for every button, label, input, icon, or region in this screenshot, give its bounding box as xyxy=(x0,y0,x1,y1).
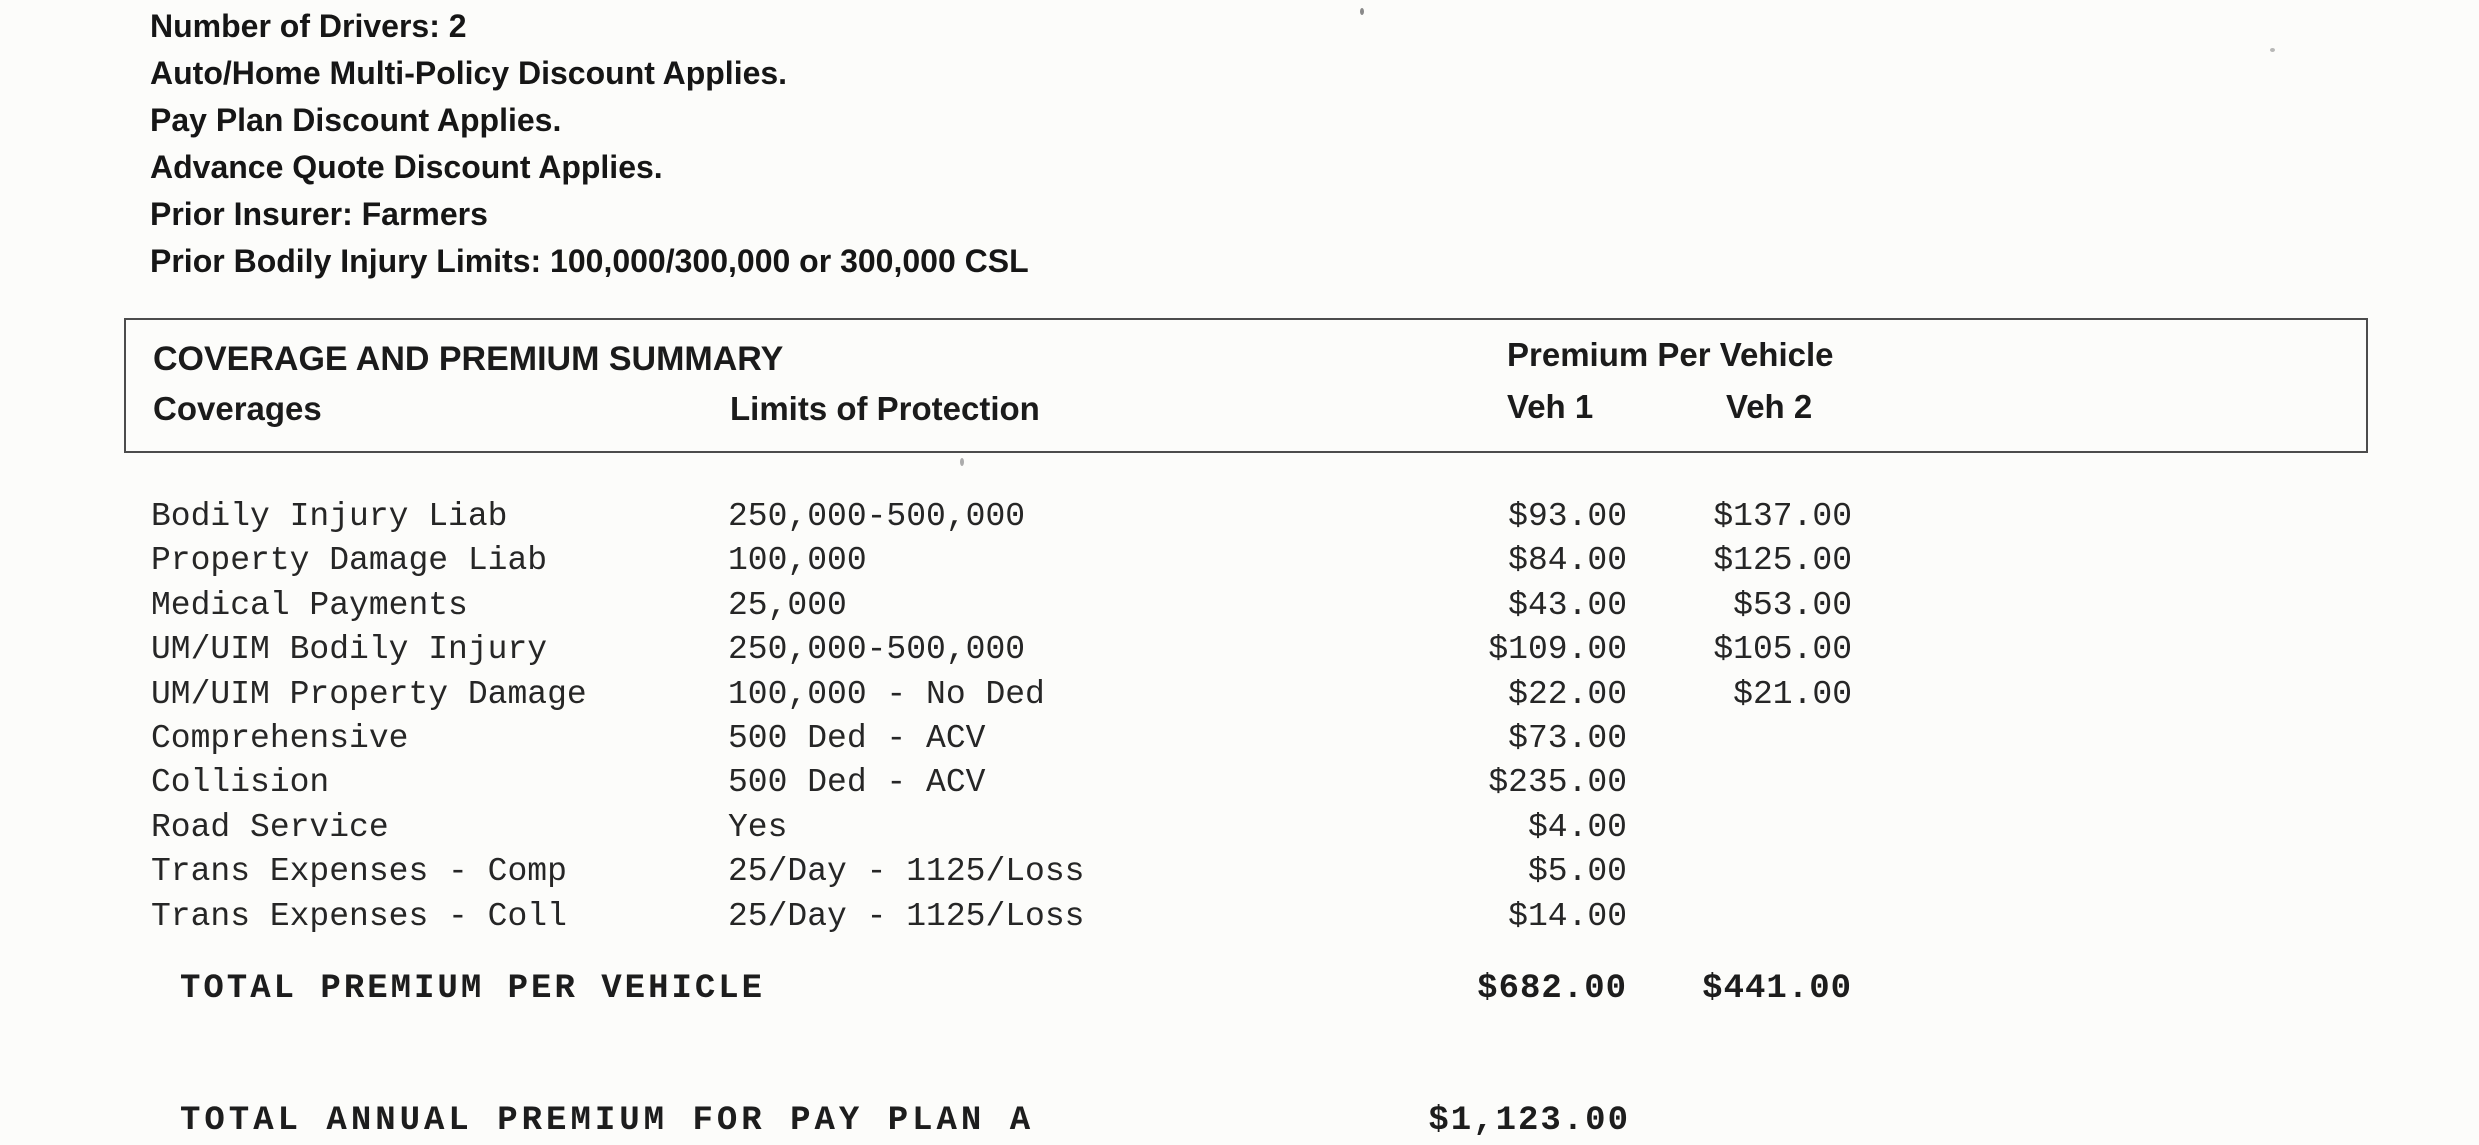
prior-insurer-line: Prior Insurer: Farmers xyxy=(150,196,488,232)
coverage-premium-veh1: $235.00 xyxy=(1488,764,1627,802)
number-of-drivers-line: Number of Drivers: 2 xyxy=(150,8,467,44)
coverage-limits: 500 Ded - ACV xyxy=(728,719,986,757)
coverage-summary-box xyxy=(124,318,2368,453)
column-header-veh1: Veh 1 xyxy=(1507,388,1594,425)
total-premium-label: TOTAL PREMIUM PER VEHICLE xyxy=(180,970,766,1008)
coverage-row xyxy=(0,495,2479,539)
coverage-row xyxy=(0,850,2479,894)
coverage-limits: Yes xyxy=(728,808,788,846)
multi-policy-discount-line: Auto/Home Multi-Policy Discount Applies. xyxy=(150,55,788,91)
coverage-row xyxy=(0,806,2479,850)
coverage-name: Medical Payments xyxy=(151,586,468,624)
coverage-premium-veh1: $109.00 xyxy=(1488,631,1627,669)
pay-plan-discount-line: Pay Plan Discount Applies. xyxy=(150,102,562,138)
coverage-name: Comprehensive xyxy=(151,719,409,757)
coverage-row xyxy=(0,717,2479,761)
coverage-name: Trans Expenses - Comp xyxy=(151,853,567,891)
coverage-limits: 100,000 - No Ded xyxy=(728,675,1045,713)
coverage-premium-veh2: $125.00 xyxy=(1713,542,1852,580)
coverage-name: UM/UIM Property Damage xyxy=(151,675,587,713)
prior-bodily-injury-limits-line: Prior Bodily Injury Limits: 100,000/300,000 or 300,000 CSL xyxy=(150,243,1029,279)
coverage-name: UM/UIM Bodily Injury xyxy=(151,631,548,669)
coverage-limits: 250,000-500,000 xyxy=(728,631,1026,669)
coverage-limits: 500 Ded - ACV xyxy=(728,764,986,802)
coverage-premium-veh2: $21.00 xyxy=(1733,675,1852,713)
premium-per-vehicle-header: Premium Per Vehicle xyxy=(1507,336,1834,373)
coverage-premium-veh2: $137.00 xyxy=(1713,498,1852,535)
coverage-premium-veh1: $5.00 xyxy=(1527,853,1627,891)
coverage-name: Bodily Injury Liab xyxy=(151,498,508,535)
coverage-limits: 25,000 xyxy=(728,586,847,624)
coverage-limits: 250,000-500,000 xyxy=(728,498,1026,535)
scan-speck xyxy=(2270,48,2275,52)
coverage-limits: 25/Day - 1125/Loss xyxy=(728,897,1085,935)
coverage-row xyxy=(0,761,2479,805)
coverage-row xyxy=(0,895,2479,939)
coverage-premium-veh1: $73.00 xyxy=(1508,719,1627,757)
total-annual-label: TOTAL ANNUAL PREMIUM FOR PAY PLAN A xyxy=(180,1102,1035,1140)
coverage-name: Property Damage Liab xyxy=(151,542,548,580)
total-annual-amount: $1,123.00 xyxy=(1428,1102,1630,1140)
total-premium-veh1: $682.00 xyxy=(1477,970,1627,1008)
total-annual-row xyxy=(0,1098,2479,1144)
column-header-veh2: Veh 2 xyxy=(1726,388,1813,425)
coverage-premium-veh1: $93.00 xyxy=(1508,498,1627,535)
coverage-row xyxy=(0,673,2479,717)
total-premium-row xyxy=(0,966,2479,1012)
coverage-row xyxy=(0,628,2479,672)
coverage-premium-veh1: $43.00 xyxy=(1508,586,1627,624)
coverage-row xyxy=(0,539,2479,583)
coverage-name: Collision xyxy=(151,764,330,802)
summary-box-title: COVERAGE AND PREMIUM SUMMARY xyxy=(153,340,784,378)
column-header-limits: Limits of Protection xyxy=(730,390,1040,427)
scan-speck xyxy=(1360,8,1364,15)
coverage-row xyxy=(0,584,2479,628)
scan-speck xyxy=(960,458,964,466)
coverage-premium-veh1: $22.00 xyxy=(1508,675,1627,713)
coverage-premium-veh1: $4.00 xyxy=(1527,808,1627,846)
coverage-table xyxy=(0,495,2479,939)
coverage-premium-veh2: $105.00 xyxy=(1713,631,1852,669)
coverage-limits: 100,000 xyxy=(728,542,867,580)
coverage-limits: 25/Day - 1125/Loss xyxy=(728,853,1085,891)
total-premium-veh2: $441.00 xyxy=(1702,970,1852,1008)
coverage-name: Trans Expenses - Coll xyxy=(151,897,567,935)
policy-info-block xyxy=(150,3,1029,285)
coverage-premium-veh1: $14.00 xyxy=(1508,897,1627,935)
column-header-coverages: Coverages xyxy=(153,390,322,427)
coverage-premium-veh1: $84.00 xyxy=(1508,542,1627,580)
advance-quote-discount-line: Advance Quote Discount Applies. xyxy=(150,149,663,185)
coverage-name: Road Service xyxy=(151,808,389,846)
coverage-premium-veh2: $53.00 xyxy=(1733,586,1852,624)
